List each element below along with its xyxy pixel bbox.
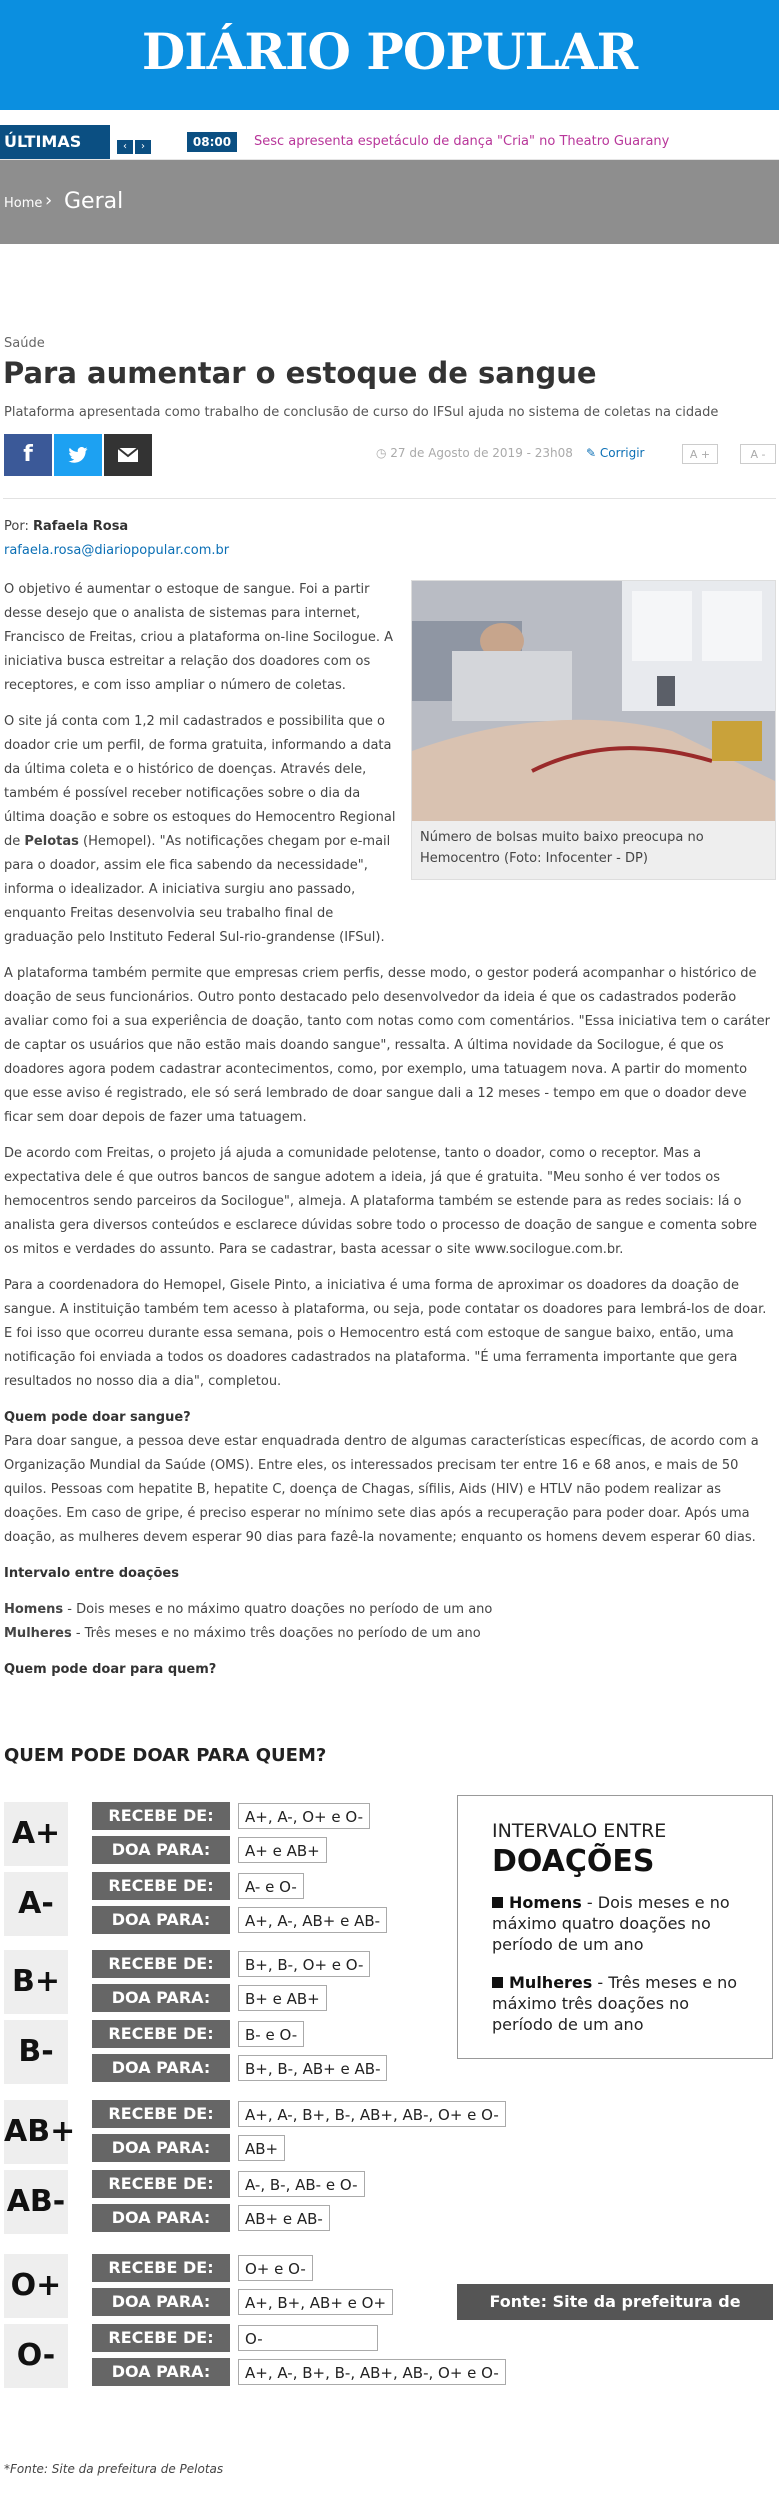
donate-tag: DOA PARA: <box>92 2358 230 2386</box>
legend-men: Homens - Dois meses e no máximo quatro doações no período de um ano <box>492 1893 730 1954</box>
article-title: Para aumentar o estoque de sangue <box>3 356 597 390</box>
bullet-square-icon <box>492 1897 503 1908</box>
paragraph: Para a coordenadora do Hemopel, Gisele Pinto, a iniciativa é uma forma de aproximar os doadores da doação de sangue. A instituição também tem acesso à plataforma, ou seja, pode contatar os doadores para lembrá-los de doar. E foi isso que ocorreu durante essa semana, pois o Hemocentro está com estoque de sangue baixo, então, uma notificação foi enviada a todos os doadores cadastrados na plataforma. "É uma ferramenta importante que gera resultados no nosso dia a dia", completou. <box>4 1278 767 1389</box>
ticker-arrows <box>117 134 153 154</box>
receives-value: O+ e O- <box>238 2255 313 2281</box>
donate-tag: DOA PARA: <box>92 2204 230 2232</box>
donates-value: AB+ e AB- <box>238 2205 330 2231</box>
infographic-source: Fonte: Site da prefeitura de Pelotas <box>457 2284 773 2320</box>
breadcrumb-separator-icon: › <box>45 190 53 211</box>
breadcrumb <box>0 160 779 244</box>
article-body <box>4 578 774 1682</box>
interval-legend <box>457 1795 773 2059</box>
envelope-icon <box>118 448 138 462</box>
article-subtitle: Plataforma apresentada como trabalho de conclusão de curso do IFSul ajuda no sistema de coletas na cidade <box>4 405 719 420</box>
article-kicker[interactable]: Saúde <box>4 336 45 351</box>
donate-tag: DOA PARA: <box>92 2054 230 2082</box>
ticker-time: 08:00 <box>187 132 237 152</box>
paragraph: O objetivo é aumentar o estoque de sangue. Foi a partir desse desejo que o analista de sistemas para internet, Francisco de Freitas, criou a plataforma on-line Socilogue. A iniciativa busca estreitar a relação dos doadores com os receptores, e com isso ampliar o número de coletas. <box>4 582 394 693</box>
blood-type-label: AB- <box>4 2170 68 2234</box>
receive-tag: RECEBE DE: <box>92 2020 230 2048</box>
divider <box>3 498 776 499</box>
receives-value: A- e O- <box>238 1873 304 1899</box>
donates-value: AB+ <box>238 2135 285 2161</box>
donates-value: B+ e AB+ <box>238 1985 327 2011</box>
legend-title-line2: DOAÇÕES <box>492 1844 655 1879</box>
donates-value: A+, B+, AB+ e O+ <box>238 2289 393 2315</box>
receive-tag: RECEBE DE: <box>92 1950 230 1978</box>
news-ticker <box>0 125 779 160</box>
corrigir-link[interactable]: ✎ Corrigir <box>586 446 645 460</box>
breadcrumb-home-link[interactable]: Home <box>4 196 43 211</box>
receive-tag: RECEBE DE: <box>92 2254 230 2282</box>
author-name: Rafaela Rosa <box>32 519 129 534</box>
donates-value: B+, B-, AB+ e AB- <box>238 2055 387 2081</box>
link-pelotas[interactable]: Pelotas <box>24 834 79 849</box>
blood-type-label: O+ <box>4 2254 68 2318</box>
donates-value: A+, A-, AB+ e AB- <box>238 1907 387 1933</box>
donate-tag: DOA PARA: <box>92 1906 230 1934</box>
blood-type-label: O- <box>4 2324 68 2388</box>
receive-tag: RECEBE DE: <box>92 2100 230 2128</box>
donate-tag: DOA PARA: <box>92 1984 230 2012</box>
receive-tag: RECEBE DE: <box>92 1802 230 1830</box>
legend-title-line1: INTERVALO ENTRE <box>492 1820 667 1842</box>
subheading: Intervalo entre doações <box>4 1566 179 1581</box>
paragraph: A plataforma também permite que empresas criem perfis, desse modo, o gestor poderá acompanhar o histórico de doação de seus funcionários. Outro ponto destacado pelo desenvolvedor da ideia é que os cadastrados poderão avaliar como foi a sua experiência de doação, tanto com notas como com comentários. "Essa iniciativa tem o caráter de captar os usuários que não estão mais doando sangue", ressalta. A última novidade da Socilogue, é que os doadores agora podem cadastrar acontecimentos, como, por exemplo, uma tatuagem nova. A partir do momento que esse aviso é registrado, ele só será lembrado de doar sangue dali a 12 meses - tempo em que o doador deve ficar sem doar depois de fazer uma tatuagem. <box>4 966 770 1125</box>
receive-tag: RECEBE DE: <box>92 1872 230 1900</box>
photo-caption: Número de bolsas muito baixo preocupa no Hemocentro (Foto: Infocenter - DP) <box>420 830 704 866</box>
blood-type-label: AB+ <box>4 2100 68 2164</box>
bullet-square-icon <box>492 1977 503 1988</box>
author-line: Por: Rafaela Rosa <box>4 519 129 534</box>
site-logo[interactable]: DIÁRIO POPULAR <box>141 22 638 81</box>
legend-women: Mulheres - Três meses e no máximo três doações no período de um ano <box>492 1973 738 2034</box>
ticker-label: ÚLTIMAS <box>0 125 110 159</box>
donates-value: A+, A-, B+, B-, AB+, AB-, O+ e O- <box>238 2359 506 2385</box>
men-interval: Homens - Dois meses e no máximo quatro doações no período de um ano <box>4 1602 493 1617</box>
facebook-share-button[interactable]: f <box>4 434 52 476</box>
share-bar <box>4 434 154 476</box>
women-interval: Mulheres - Três meses e no máximo três doações no período de um ano <box>4 1626 481 1641</box>
receives-value: A+, A-, B+, B-, AB+, AB-, O+ e O- <box>238 2101 506 2127</box>
blood-type-label: A+ <box>4 1802 68 1866</box>
receive-tag: RECEBE DE: <box>92 2324 230 2352</box>
receives-value: B+, B-, O+ e O- <box>238 1951 370 1977</box>
blood-type-label: B- <box>4 2020 68 2084</box>
receives-value: A-, B-, AB- e O- <box>238 2171 365 2197</box>
chevron-left-icon[interactable]: ‹ <box>117 140 133 154</box>
receives-value: B- e O- <box>238 2021 304 2047</box>
ticker-headline-link[interactable]: Sesc apresenta espetáculo de dança "Cria" no Theatro Guarany <box>254 134 670 149</box>
infographic-title: QUEM PODE DOAR PARA QUEM? <box>4 1745 327 1766</box>
donates-value: A+ e AB+ <box>238 1837 327 1863</box>
subheading: Quem pode doar sangue? <box>4 1410 191 1425</box>
receives-value: O- <box>238 2325 378 2351</box>
breadcrumb-category[interactable]: Geral <box>64 189 124 214</box>
paragraph: Para doar sangue, a pessoa deve estar enquadrada dentro de algumas características específicas, de acordo com a Organização Mundial da Saúde (OMS). Entre eles, os interessados precisam ter entre 16 e 68 anos, e mais de 50 quilos. Pessoas com hepatite B, hepatite C, doença de Chagas, sífilis, Aids (HIV) e HTLV não podem realizar as doações. Em caso de gripe, é preciso esperar no mínimo sete dias após a recuperação para poder doar. Após uma doação, as mulheres devem esperar 90 dias para fazê-la novamente; enquanto os homens devem esperar 60 dias. <box>4 1434 759 1545</box>
subheading: Quem pode doar para quem? <box>4 1662 217 1677</box>
chevron-right-icon[interactable]: › <box>135 140 151 154</box>
font-increase-button[interactable]: A + <box>682 444 718 464</box>
paragraph: De acordo com Freitas, o projeto já ajuda a comunidade pelotense, tanto o doador, como o receptor. Mas a expectativa dele é que outros bancos de sangue adotem a ideia, já que é gratuita. "Meu sonho é ver todos os hemocentros sendo parceiros da Socilogue", almeja. A plataforma também se estende para as redes sociais: lá o analista gera diversos conteúdos e esclarece dúvidas sobre todo o processo de doação de sangue e comenta sobre os mitos e verdades do assunto. Para se cadastrar, basta acessar o site www.socilogue.com.br. <box>4 1146 758 1257</box>
donate-tag: DOA PARA: <box>92 2288 230 2316</box>
font-decrease-button[interactable]: A - <box>740 444 776 464</box>
email-share-button[interactable] <box>104 434 152 476</box>
masthead <box>0 0 779 110</box>
blood-type-label: A- <box>4 1872 68 1936</box>
donate-tag: DOA PARA: <box>92 2134 230 2162</box>
receive-tag: RECEBE DE: <box>92 2170 230 2198</box>
paragraph: O site já conta com 1,2 mil cadastrados e possibilita que o doador crie um perfil, de forma gratuita, informando a data da última coleta e o histórico de doenças. Através dele, também é possível receber notificações sobre o dia da última doação e sobre os estoques do Hemocentro Regional de Pelotas (Hemopel). "As notificações chegam por e-mail para o doador, assim ele fica sabendo da necessidade", informa o idealizador. A iniciativa surgiu ano passado, enquanto Freitas desenvolvia seu trabalho final de graduação pelo Instituto Federal Sul-rio-grandense (IFSul). <box>4 714 396 945</box>
receives-value: A+, A-, O+ e O- <box>238 1803 370 1829</box>
author-email-link[interactable]: rafaela.rosa@diariopopular.com.br <box>4 543 230 558</box>
donate-tag: DOA PARA: <box>92 1836 230 1864</box>
twitter-icon <box>68 447 88 463</box>
footnote: *Fonte: Site da prefeitura de Pelotas <box>4 2462 224 2476</box>
blood-type-label: B+ <box>4 1950 68 2014</box>
twitter-share-button[interactable] <box>54 434 102 476</box>
article-date: ◷ 27 de Agosto de 2019 - 23h08 <box>376 446 573 460</box>
